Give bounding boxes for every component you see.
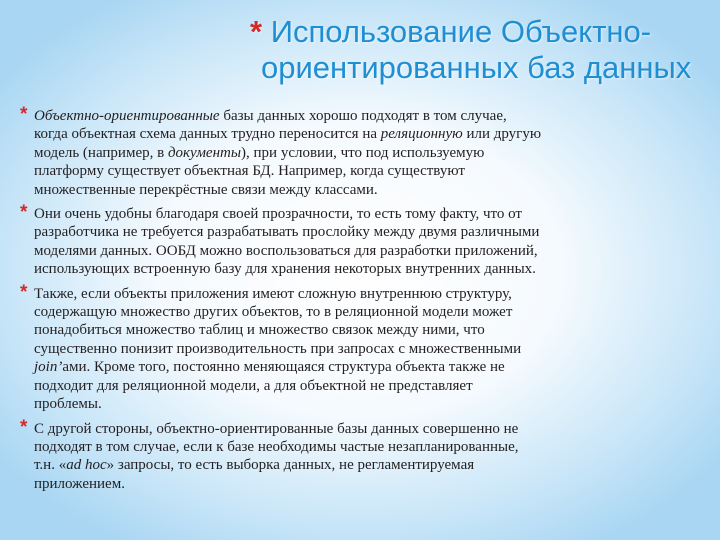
text-run: множественные перекрёстные связи между классами.	[34, 181, 378, 198]
title-text-1: Использование Объектно-	[270, 14, 652, 49]
text-run: платформу существует объектная БД. Например, когда существуют	[34, 163, 465, 180]
text-line	[34, 358, 710, 376]
text-line	[34, 395, 710, 413]
text-line	[34, 205, 710, 223]
text-line	[34, 321, 710, 339]
text-run: использующих встроенную базу для хранения некоторых внутренних данных.	[34, 261, 536, 278]
text-line	[34, 456, 710, 474]
text-run: моделями данных. ООБД можно воспользоваться для разработки приложений,	[34, 242, 538, 259]
italic-term: Объектно-ориентированные	[34, 108, 220, 124]
paragraph-text	[34, 420, 710, 494]
italic-term: join’	[34, 359, 63, 376]
slide-title	[250, 14, 710, 86]
text-line	[34, 223, 710, 241]
text-line	[34, 181, 710, 199]
text-run: подходит для реляционной модели, а для объектной не представляет	[34, 377, 473, 394]
bullet-icon: *	[20, 104, 28, 125]
text-line	[34, 340, 710, 358]
bullet-paragraph-3	[20, 281, 710, 414]
text-line	[34, 377, 710, 395]
text-run: Они очень удобны благодаря своей прозрачности, то есть тому факту, что от	[34, 206, 522, 223]
text-run: проблемы.	[34, 396, 102, 413]
text-line	[34, 144, 710, 162]
text-run: модель (например, в	[34, 144, 168, 161]
text-run: понадобиться множество таблиц и множество связок между ними, что	[34, 322, 485, 339]
text-run: приложением.	[34, 475, 125, 492]
bullet-icon: *	[20, 202, 28, 224]
text-run: С другой стороны, объектно-ориентированные базы данных совершенно не	[34, 420, 519, 437]
text-line	[34, 162, 710, 180]
bullet-paragraph-4	[20, 416, 710, 494]
text-line	[34, 475, 710, 493]
text-run: базы данных хорошо подходят в том случае,	[219, 108, 507, 124]
text-run: т.н. «	[34, 457, 67, 474]
title-line-1	[250, 14, 710, 50]
italic-term: документы	[167, 144, 242, 161]
title-line-2: ориентированных баз данных	[261, 50, 692, 85]
text-line	[34, 107, 710, 125]
bullet-paragraph-1	[20, 104, 710, 199]
title-bullet-icon: *	[250, 14, 263, 49]
text-run: когда объектная схема данных трудно переносится на	[34, 126, 381, 143]
text-run: Также, если объекты приложения имеют сложную внутреннюю структуру,	[34, 285, 512, 302]
text-run: содержащую множество других объектов, то в реляционной модели может	[34, 304, 513, 321]
text-line	[34, 420, 710, 438]
italic-term: реляционную	[380, 126, 463, 143]
text-line	[34, 125, 710, 143]
paragraph-text	[34, 107, 710, 199]
text-line	[34, 285, 710, 303]
text-run: существенно понизит производительность при запросах с множественными	[34, 340, 522, 357]
text-run: подходят в том случае, если к базе необходимы частые незапланированные,	[34, 438, 519, 455]
paragraph-text	[34, 205, 710, 279]
italic-term: ad hoc	[66, 457, 107, 474]
text-line	[34, 303, 710, 321]
text-run: ), при условии, что под используемую	[241, 144, 485, 161]
text-run: ами. Кроме того, постоянно меняющаяся структура объекта также не	[62, 359, 505, 376]
slide-body	[20, 104, 710, 499]
bullet-paragraph-2	[20, 202, 710, 279]
bullet-icon: *	[20, 416, 28, 438]
text-run: разработчика не требуется разрабатывать прослойку между двумя различными	[34, 224, 540, 241]
bullet-icon: *	[20, 281, 28, 303]
text-run: или другую	[462, 126, 542, 143]
text-line	[34, 438, 710, 456]
paragraph-text	[34, 285, 710, 414]
text-line	[34, 260, 710, 278]
text-line	[34, 242, 710, 260]
text-run: » запросы, то есть выборка данных, не регламентируемая	[106, 457, 475, 474]
